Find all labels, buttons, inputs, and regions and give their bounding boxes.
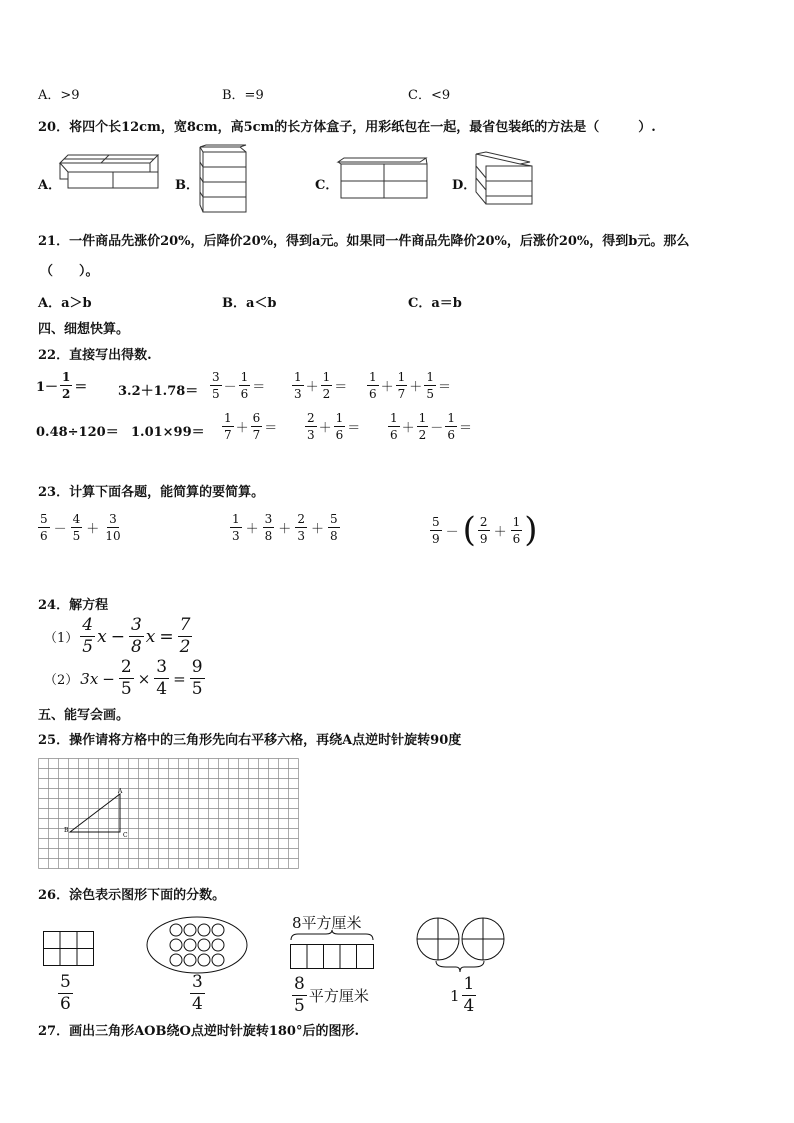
brace-icon [291,930,373,940]
q25-point-c: C [123,832,128,839]
section-5-heading: 五、能写会画。 [38,708,130,723]
q25-title: 25．操作请将方格中的三角形先向右平移六格，再绕A点逆时针旋转90度 [38,733,462,748]
q20-label-d: D． [452,178,477,193]
q26-fraction-3: $\frac{8}{5}$ 平方厘米 [294,974,369,1016]
section-4-heading: 四、细想快算。 [38,322,130,337]
q26-rectangle-grid [43,931,95,967]
q26-brace-label: 8平方厘米 [292,914,362,932]
q22-expr-4: $\frac{1}{3}$ ＋ $\frac{1}{2}$ ＝ [294,370,348,401]
q25-grid [38,758,300,870]
q25-point-b: B [64,827,69,834]
q21-option-c: C．a＝b [408,296,462,311]
q26-ellipse-circles [146,916,248,974]
q20-label-a: A． [38,178,62,193]
q26-two-circles [416,917,508,973]
q26-strip [290,930,374,970]
q22-expr-2: 3.2＋1.78＝ [118,384,199,399]
q26-fraction-1: $\frac{5}{6}$ [60,972,71,1014]
q22-expr-9: $\frac{2}{3}$ ＋ $\frac{1}{6}$ ＝ [307,411,361,442]
q24-equation-1: （1） $\frac{4}{5}$ x − $\frac{3}{8}$ x = $\frac{7}{2}$ [44,615,191,657]
q21-option-b: B．a＜b [222,296,277,311]
q19-option-b: B．=9 [222,88,264,103]
q22-expr-8: $\frac{1}{7}$ ＋ $\frac{6}{7}$ ＝ [224,411,278,442]
box-arrangement-c [338,158,430,203]
q23-expr-2: $\frac{1}{3}$ ＋ $\frac{3}{8}$ ＋ $\frac{2}{3}$ ＋ $\frac{5}{8}$ [232,512,338,543]
q23-expr-3: $\frac{5}{9}$ － ( $\frac{2}{9}$ ＋ $\frac{1}{6}$ ) [432,510,538,550]
q19-option-c: C．<9 [408,88,451,103]
q19-option-a: A．>9 [38,88,80,103]
box-arrangement-d [474,152,536,208]
box-arrangement-a [60,155,160,200]
q22-title: 22．直接写出得数. [38,348,152,363]
q26-fraction-2: $\frac{3}{4}$ [192,972,203,1014]
q25-point-a: A [118,788,123,795]
q22-expr-3: $\frac{3}{5}$ － $\frac{1}{6}$ ＝ [212,370,266,401]
q27-title: 27．画出三角形AOB绕O点逆时针旋转180°后的图形. [38,1024,359,1039]
q20-label-b: B． [175,178,199,193]
brace-icon [436,961,484,972]
q20-question: 20．将四个长12cm，宽8cm，高5cm的长方体盒子，用彩纸包在一起，最省包装纸的方法是（ ）. [38,120,656,135]
q21-blank: （ ）。 [40,264,99,279]
q22-expr-5: $\frac{1}{6}$ ＋ $\frac{1}{7}$ ＋ $\frac{1}{5}$ ＝ [369,370,451,401]
q25-triangle [70,794,120,832]
box-arrangement-b [198,145,250,217]
q20-label-c: C． [315,178,339,193]
q24-title: 24．解方程 [38,598,109,613]
q22-expr-1: 1－ $\frac{1}{2}$ ＝ [36,370,88,401]
q22-expr-10: $\frac{1}{6}$ ＋ $\frac{1}{2}$ － $\frac{1}{6}$ ＝ [390,411,472,442]
q22-expr-6: 0.48÷120＝ [36,425,119,440]
q23-expr-1: $\frac{5}{6}$ － $\frac{4}{5}$ ＋ $\frac{3}{10}$ [40,512,121,543]
q26-title: 26．涂色表示图形下面的分数。 [38,888,226,903]
q23-title: 23．计算下面各题，能简算的要简算。 [38,485,265,500]
q21-question: 21．一件商品先涨价20%，后降价20%，得到a元。如果同一件商品先降价20%，后涨价20%，得到b元。那么 [38,234,690,249]
q22-expr-7: 1.01×99＝ [131,425,205,440]
q26-fraction-4: 1 $\frac{1}{4}$ [450,974,475,1016]
q24-equation-2: （2） 3x − $\frac{2}{5}$ × $\frac{3}{4}$ = $\frac{9}{5}$ [44,657,203,699]
q21-option-a: A．a＞b [38,296,92,311]
